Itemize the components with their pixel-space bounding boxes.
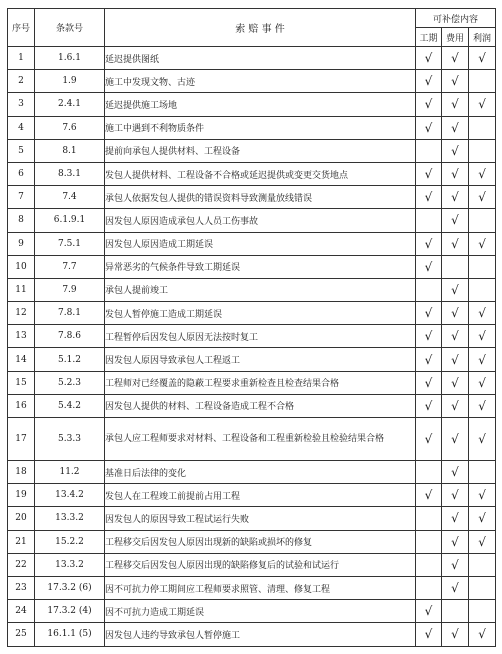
profit-mark	[469, 278, 496, 301]
profit-mark: √	[469, 394, 496, 417]
row-number: 7	[8, 186, 35, 209]
claim-event: 承包人应工程师要求对材料、工程设备和工程重新检验且检验结果合格	[105, 418, 416, 461]
cost-mark: √	[442, 484, 469, 507]
period-mark: √	[416, 371, 442, 394]
clause-number: 5.2.3	[35, 371, 105, 394]
claim-event: 因发包人原因造成工期延误	[105, 232, 416, 255]
period-mark: √	[416, 70, 442, 93]
profit-mark: √	[469, 530, 496, 553]
row-number: 9	[8, 232, 35, 255]
period-mark: √	[416, 116, 442, 139]
clause-number: 7.7	[35, 255, 105, 278]
claims-table	[7, 8, 496, 647]
clause-number: 13.3.2	[35, 507, 105, 530]
clause-number: 5.3.3	[35, 418, 105, 461]
clause-number: 11.2	[35, 461, 105, 484]
claim-event: 提前向承包人提供材料、工程设备	[105, 139, 416, 162]
clause-number: 13.3.2	[35, 553, 105, 576]
row-number: 5	[8, 139, 35, 162]
period-mark: √	[416, 162, 442, 185]
cost-mark: √	[442, 302, 469, 325]
table-row	[8, 530, 496, 553]
clause-number: 13.4.2	[35, 484, 105, 507]
table-row	[8, 394, 496, 417]
header-cost: 费用	[442, 28, 469, 47]
cost-mark: √	[442, 461, 469, 484]
row-number: 8	[8, 209, 35, 232]
claim-event: 施工中遇到不利物质条件	[105, 116, 416, 139]
row-number: 4	[8, 116, 35, 139]
profit-mark: √	[469, 47, 496, 70]
clause-number: 8.3.1	[35, 162, 105, 185]
claim-event: 承包人提前竣工	[105, 278, 416, 301]
table-row	[8, 507, 496, 530]
cost-mark: √	[442, 418, 469, 461]
cost-mark: √	[442, 116, 469, 139]
claim-event: 异常恶劣的气候条件导致工期延误	[105, 255, 416, 278]
clause-number: 7.6	[35, 116, 105, 139]
period-mark	[416, 530, 442, 553]
row-number: 11	[8, 278, 35, 301]
period-mark: √	[416, 325, 442, 348]
table-row	[8, 278, 496, 301]
claim-event: 工程暂停后因发包人原因无法按时复工	[105, 325, 416, 348]
profit-mark: √	[469, 623, 496, 646]
table-row	[8, 576, 496, 599]
profit-mark	[469, 116, 496, 139]
row-number: 24	[8, 600, 35, 623]
clause-number: 15.2.2	[35, 530, 105, 553]
row-number: 16	[8, 394, 35, 417]
table-row	[8, 484, 496, 507]
table-row	[8, 325, 496, 348]
cost-mark: √	[442, 209, 469, 232]
period-mark	[416, 209, 442, 232]
clause-number: 16.1.1 (5)	[35, 623, 105, 646]
period-mark: √	[416, 255, 442, 278]
header-clause: 条款号	[35, 9, 105, 47]
table-row	[8, 70, 496, 93]
cost-mark: √	[442, 325, 469, 348]
row-number: 2	[8, 70, 35, 93]
clause-number: 5.1.2	[35, 348, 105, 371]
clause-number: 17.3.2 (6)	[35, 576, 105, 599]
period-mark	[416, 139, 442, 162]
row-number: 1	[8, 47, 35, 70]
header-period: 工期	[416, 28, 442, 47]
cost-mark: √	[442, 576, 469, 599]
row-number: 19	[8, 484, 35, 507]
table-body	[8, 47, 496, 647]
clause-number: 1.9	[35, 70, 105, 93]
table-caption	[0, 0, 502, 6]
claim-event: 因发包人违约导致承包人暂停施工	[105, 623, 416, 646]
cost-mark: √	[442, 162, 469, 185]
period-mark: √	[416, 186, 442, 209]
profit-mark	[469, 209, 496, 232]
row-number: 6	[8, 162, 35, 185]
profit-mark	[469, 600, 496, 623]
profit-mark: √	[469, 348, 496, 371]
period-mark	[416, 576, 442, 599]
period-mark	[416, 278, 442, 301]
cost-mark: √	[442, 348, 469, 371]
cost-mark: √	[442, 232, 469, 255]
cost-mark: √	[442, 507, 469, 530]
clause-number: 7.4	[35, 186, 105, 209]
period-mark: √	[416, 93, 442, 116]
clause-number: 7.8.1	[35, 302, 105, 325]
table-row	[8, 623, 496, 646]
row-number: 3	[8, 93, 35, 116]
clause-number: 5.4.2	[35, 394, 105, 417]
profit-mark: √	[469, 507, 496, 530]
period-mark: √	[416, 484, 442, 507]
table-row	[8, 461, 496, 484]
table-row	[8, 186, 496, 209]
claim-event: 工程移交后因发包人原因出现的缺陷修复后的试验和试运行	[105, 553, 416, 576]
period-mark: √	[416, 418, 442, 461]
period-mark: √	[416, 47, 442, 70]
profit-mark	[469, 553, 496, 576]
table-row	[8, 348, 496, 371]
profit-mark: √	[469, 232, 496, 255]
claim-event: 基准日后法律的变化	[105, 461, 416, 484]
table-row	[8, 93, 496, 116]
cost-mark: √	[442, 186, 469, 209]
clause-number: 7.5.1	[35, 232, 105, 255]
row-number: 10	[8, 255, 35, 278]
claim-event: 因不可抗力造成工期延误	[105, 600, 416, 623]
row-number: 17	[8, 418, 35, 461]
profit-mark: √	[469, 93, 496, 116]
cost-mark: √	[442, 530, 469, 553]
table-row	[8, 600, 496, 623]
table-row	[8, 553, 496, 576]
clause-number: 7.9	[35, 278, 105, 301]
claim-event: 延迟提供施工场地	[105, 93, 416, 116]
row-number: 22	[8, 553, 35, 576]
profit-mark: √	[469, 325, 496, 348]
cost-mark	[442, 255, 469, 278]
cost-mark: √	[442, 394, 469, 417]
claim-event: 因不可抗力停工期间应工程师要求照管、清理、修复工程	[105, 576, 416, 599]
table-row	[8, 116, 496, 139]
claim-event: 发包人提供材料、工程设备不合格或延迟提供或变更交货地点	[105, 162, 416, 185]
cost-mark	[442, 600, 469, 623]
table-row	[8, 302, 496, 325]
claim-event: 因发包人的原因导致工程试运行失败	[105, 507, 416, 530]
claim-event: 延迟提供图纸	[105, 47, 416, 70]
header-compensable: 可补偿内容	[416, 9, 496, 28]
header-event: 索 赔 事 件	[105, 9, 416, 47]
claim-event: 因发包人原因导致承包人工程返工	[105, 348, 416, 371]
cost-mark: √	[442, 47, 469, 70]
table-row	[8, 47, 496, 70]
cost-mark: √	[442, 371, 469, 394]
table-row	[8, 209, 496, 232]
period-mark: √	[416, 348, 442, 371]
cost-mark: √	[442, 139, 469, 162]
row-number: 21	[8, 530, 35, 553]
period-mark: √	[416, 600, 442, 623]
period-mark	[416, 461, 442, 484]
table-row	[8, 371, 496, 394]
profit-mark: √	[469, 484, 496, 507]
profit-mark: √	[469, 302, 496, 325]
row-number: 12	[8, 302, 35, 325]
profit-mark	[469, 255, 496, 278]
claim-event: 承包人依据发包人提供的错误资料导致测量放线错误	[105, 186, 416, 209]
table-row	[8, 139, 496, 162]
cost-mark: √	[442, 70, 469, 93]
profit-mark	[469, 139, 496, 162]
profit-mark: √	[469, 371, 496, 394]
claim-event: 工程移交后因发包人原因出现新的缺陷或损坏的修复	[105, 530, 416, 553]
cost-mark: √	[442, 553, 469, 576]
period-mark	[416, 507, 442, 530]
profit-mark	[469, 576, 496, 599]
row-number: 18	[8, 461, 35, 484]
table-row	[8, 162, 496, 185]
claim-event: 发包人暂停施工造成工期延误	[105, 302, 416, 325]
period-mark: √	[416, 623, 442, 646]
clause-number: 7.8.6	[35, 325, 105, 348]
clause-number: 6.1.9.1	[35, 209, 105, 232]
table-row	[8, 232, 496, 255]
claim-event: 施工中发现文物、古迹	[105, 70, 416, 93]
row-number: 23	[8, 576, 35, 599]
profit-mark: √	[469, 418, 496, 461]
period-mark: √	[416, 394, 442, 417]
clause-number: 1.6.1	[35, 47, 105, 70]
clause-number: 8.1	[35, 139, 105, 162]
cost-mark: √	[442, 93, 469, 116]
period-mark: √	[416, 232, 442, 255]
clause-number: 17.3.2 (4)	[35, 600, 105, 623]
table-row	[8, 418, 496, 461]
row-number: 20	[8, 507, 35, 530]
row-number: 15	[8, 371, 35, 394]
cost-mark: √	[442, 623, 469, 646]
claim-event: 工程师对已经覆盖的隐蔽工程要求重新检查且检查结果合格	[105, 371, 416, 394]
claim-event: 发包人在工程竣工前提前占用工程	[105, 484, 416, 507]
header-profit: 利润	[469, 28, 496, 47]
row-number: 25	[8, 623, 35, 646]
clause-number: 2.4.1	[35, 93, 105, 116]
row-number: 13	[8, 325, 35, 348]
profit-mark	[469, 70, 496, 93]
period-mark	[416, 553, 442, 576]
claim-event: 因发包人提供的材料、工程设备造成工程不合格	[105, 394, 416, 417]
profit-mark: √	[469, 162, 496, 185]
table-row	[8, 255, 496, 278]
profit-mark	[469, 461, 496, 484]
claim-event: 因发包人原因造成承包人人员工伤事故	[105, 209, 416, 232]
row-number: 14	[8, 348, 35, 371]
period-mark: √	[416, 302, 442, 325]
header-row	[8, 9, 496, 28]
cost-mark: √	[442, 278, 469, 301]
header-seq: 序号	[8, 9, 35, 47]
profit-mark: √	[469, 186, 496, 209]
